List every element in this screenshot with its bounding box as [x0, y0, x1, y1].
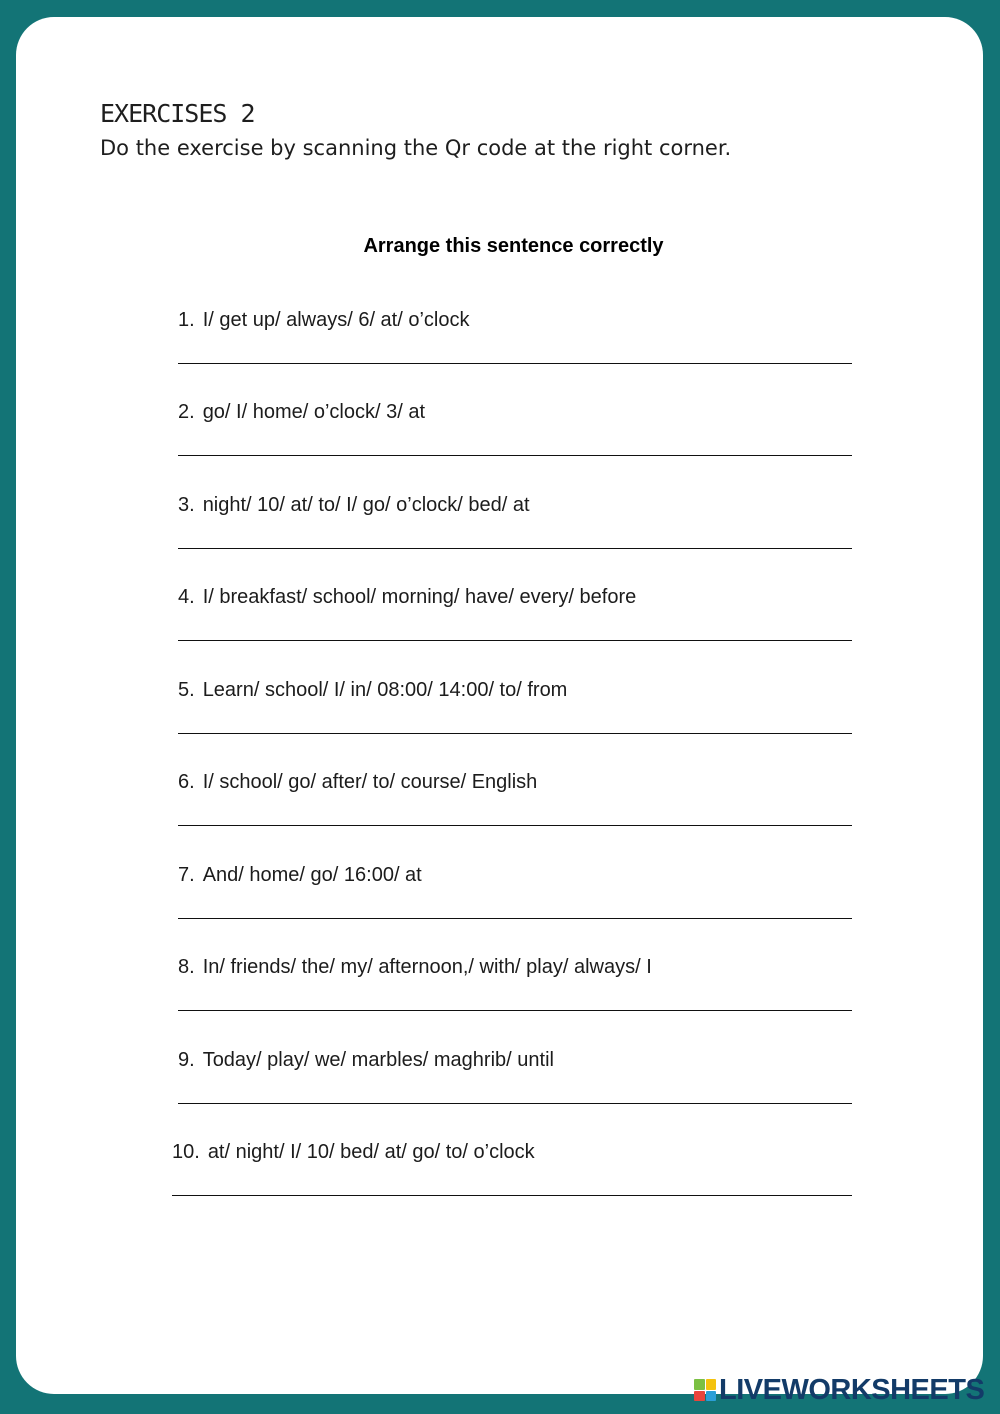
- list-item: [178, 1049, 852, 1072]
- item-words: In/ friends/ the/ my/ afternoon,/ with/ play/ always/ I: [202, 956, 652, 978]
- item-number: 9.: [178, 1049, 195, 1071]
- list-item: [178, 679, 852, 702]
- item-number: 5.: [178, 679, 195, 701]
- item-number: 1.: [178, 309, 195, 331]
- exercise-title: EXERCISES 2: [100, 99, 255, 128]
- item-words: night/ 10/ at/ to/ I/ go/ o’clock/ bed/ at: [202, 494, 530, 516]
- item-number: 3.: [178, 494, 195, 516]
- liveworksheets-logo: [694, 1376, 984, 1404]
- answer-line[interactable]: [172, 1195, 852, 1196]
- item-words: Learn/ school/ I/ in/ 08:00/ 14:00/ to/ from: [202, 679, 568, 701]
- answer-line[interactable]: [178, 455, 852, 456]
- item-words: at/ night/ I/ 10/ bed/ at/ go/ to/ o’clock: [207, 1141, 535, 1163]
- list-item: [178, 864, 852, 887]
- list-item: [178, 494, 852, 517]
- icon-tile: [706, 1379, 717, 1390]
- brand-name: LIVEWORKSHEETS: [719, 1374, 985, 1406]
- list-item: [172, 1141, 852, 1164]
- answer-line[interactable]: [178, 548, 852, 549]
- item-number: 4.: [178, 586, 195, 608]
- item-number: 7.: [178, 864, 195, 886]
- item-words: I/ school/ go/ after/ to/ course/ English: [202, 771, 538, 793]
- answer-line[interactable]: [178, 640, 852, 641]
- worksheet-heading: Arrange this sentence correctly: [363, 235, 664, 257]
- icon-tile: [694, 1379, 705, 1390]
- answer-line[interactable]: [178, 825, 852, 826]
- item-number: 2.: [178, 401, 195, 423]
- list-item: [178, 586, 852, 609]
- item-number: 8.: [178, 956, 195, 978]
- sentence-list: [16, 17, 983, 1394]
- item-words: I/ get up/ always/ 6/ at/ o’clock: [202, 309, 470, 331]
- icon-tile: [706, 1391, 717, 1402]
- list-item: [178, 309, 852, 332]
- instruction-text: Do the exercise by scanning the Qr code at the right corner.: [100, 136, 732, 160]
- item-words: go/ I/ home/ o’clock/ 3/ at: [202, 401, 426, 423]
- item-number: 10.: [172, 1141, 200, 1163]
- answer-line[interactable]: [178, 918, 852, 919]
- icon-tile: [694, 1391, 705, 1402]
- list-item: [178, 401, 852, 424]
- list-item: [178, 956, 852, 979]
- answer-line[interactable]: [178, 1010, 852, 1011]
- item-number: 6.: [178, 771, 195, 793]
- worksheet-page: [16, 17, 983, 1394]
- liveworksheets-icon: [694, 1379, 716, 1401]
- answer-line[interactable]: [178, 1103, 852, 1104]
- item-words: I/ breakfast/ school/ morning/ have/ every/ before: [202, 586, 637, 608]
- list-item: [178, 771, 852, 794]
- answer-line[interactable]: [178, 733, 852, 734]
- item-words: Today/ play/ we/ marbles/ maghrib/ until: [202, 1049, 554, 1071]
- item-words: And/ home/ go/ 16:00/ at: [202, 864, 422, 886]
- answer-line[interactable]: [178, 363, 852, 364]
